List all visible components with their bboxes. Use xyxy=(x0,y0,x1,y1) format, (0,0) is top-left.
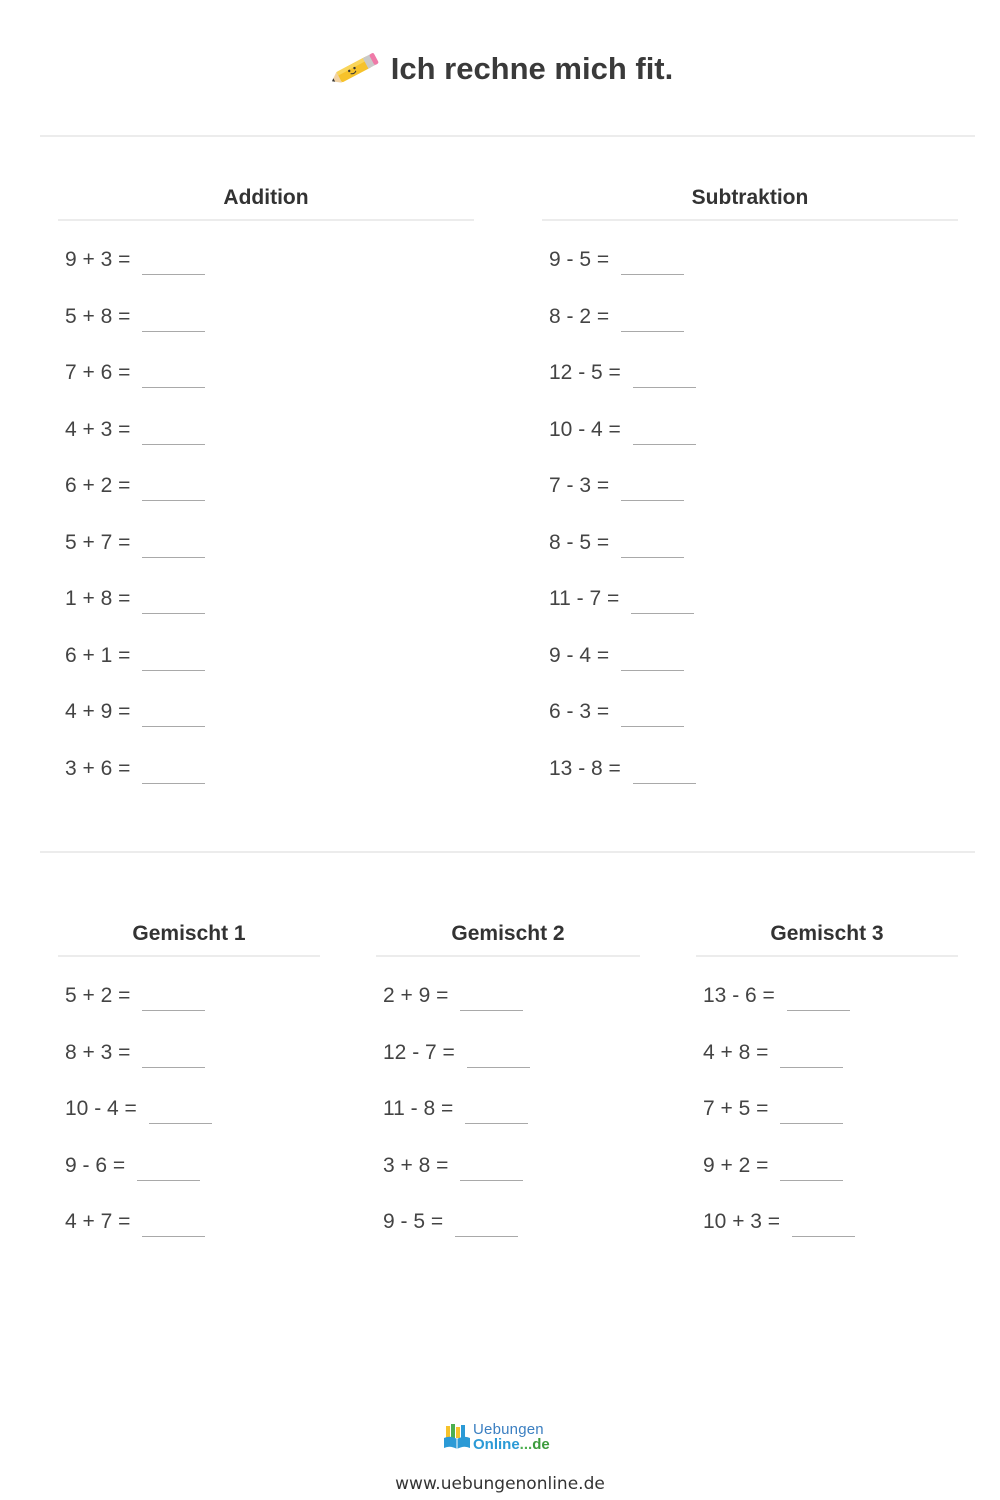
task-expression: 1 + 8 = xyxy=(65,587,131,611)
task-list xyxy=(58,232,474,797)
task-expression: 12 - 7 = xyxy=(383,1040,455,1064)
answer-blank[interactable] xyxy=(460,1159,523,1181)
section-heading: Subtraktion xyxy=(542,177,958,221)
task-row xyxy=(549,402,958,459)
answer-blank[interactable] xyxy=(149,1102,212,1124)
answer-blank[interactable] xyxy=(780,1102,843,1124)
task-row xyxy=(703,1138,958,1195)
task-expression: 12 - 5 = xyxy=(549,361,621,385)
section-subtraktion xyxy=(542,177,958,797)
answer-blank[interactable] xyxy=(142,649,205,671)
answer-blank[interactable] xyxy=(142,310,205,332)
task-row xyxy=(65,232,474,289)
task-expression: 11 - 8 = xyxy=(383,1097,454,1121)
task-expression: 6 + 2 = xyxy=(65,474,131,498)
task-row xyxy=(549,628,958,685)
answer-blank[interactable] xyxy=(142,253,205,275)
section-heading: Gemischt 3 xyxy=(696,913,958,957)
section-gemischt-3 xyxy=(696,913,958,1251)
section-gemischt-2 xyxy=(376,913,640,1251)
answer-blank[interactable] xyxy=(633,366,696,388)
task-list xyxy=(696,968,958,1251)
task-expression: 2 + 9 = xyxy=(383,984,449,1008)
answer-blank[interactable] xyxy=(621,649,684,671)
task-row xyxy=(65,628,474,685)
task-expression: 9 - 6 = xyxy=(65,1153,126,1177)
task-row xyxy=(549,684,958,741)
task-row xyxy=(549,232,958,289)
footer-url: www.uebungenonline.de xyxy=(395,1474,605,1494)
task-row xyxy=(65,684,474,741)
answer-blank[interactable] xyxy=(633,762,696,784)
task-expression: 5 + 8 = xyxy=(65,304,131,328)
task-row xyxy=(65,741,474,798)
task-expression: 8 - 2 = xyxy=(549,304,610,328)
task-expression: 4 + 3 = xyxy=(65,417,131,441)
answer-blank[interactable] xyxy=(621,310,684,332)
task-row xyxy=(549,289,958,346)
answer-blank[interactable] xyxy=(633,423,696,445)
answer-blank[interactable] xyxy=(142,592,205,614)
site-logo xyxy=(443,1418,559,1456)
task-row xyxy=(383,1081,640,1138)
answer-blank[interactable] xyxy=(787,989,850,1011)
divider-middle xyxy=(40,851,975,853)
task-list xyxy=(542,232,958,797)
page-title-text: Ich rechne mich fit. xyxy=(390,51,674,86)
task-row xyxy=(65,1138,320,1195)
section-heading: Gemischt 1 xyxy=(58,913,320,957)
task-expression: 6 - 3 = xyxy=(549,700,610,724)
task-row xyxy=(65,515,474,572)
task-row xyxy=(65,402,474,459)
section-heading: Addition xyxy=(58,177,474,221)
task-row xyxy=(65,968,320,1025)
task-row xyxy=(383,968,640,1025)
task-row xyxy=(65,1081,320,1138)
task-expression: 9 - 5 = xyxy=(549,248,610,272)
task-expression: 8 - 5 = xyxy=(549,530,610,554)
task-row xyxy=(383,1194,640,1251)
task-expression: 7 - 3 = xyxy=(549,474,610,498)
task-row xyxy=(703,968,958,1025)
task-expression: 10 - 4 = xyxy=(65,1097,137,1121)
answer-blank[interactable] xyxy=(142,423,205,445)
task-expression: 11 - 7 = xyxy=(549,587,620,611)
task-expression: 3 + 6 = xyxy=(65,756,131,780)
task-row xyxy=(65,289,474,346)
task-row xyxy=(383,1025,640,1082)
task-expression: 9 + 2 = xyxy=(703,1153,769,1177)
answer-blank[interactable] xyxy=(142,989,205,1011)
task-expression: 3 + 8 = xyxy=(383,1153,449,1177)
book-logo-icon xyxy=(443,1422,471,1452)
task-row xyxy=(65,571,474,628)
task-expression: 13 - 8 = xyxy=(549,756,621,780)
task-list xyxy=(58,968,320,1251)
task-expression: 8 + 3 = xyxy=(65,1040,131,1064)
task-expression: 9 + 3 = xyxy=(65,248,131,272)
answer-blank[interactable] xyxy=(780,1159,843,1181)
task-expression: 4 + 8 = xyxy=(703,1040,769,1064)
task-row xyxy=(65,1025,320,1082)
answer-blank[interactable] xyxy=(465,1102,528,1124)
task-row xyxy=(549,458,958,515)
divider-top xyxy=(40,135,975,137)
answer-blank[interactable] xyxy=(142,1215,205,1237)
answer-blank[interactable] xyxy=(460,989,523,1011)
answer-blank[interactable] xyxy=(142,705,205,727)
task-expression: 10 - 4 = xyxy=(549,417,621,441)
section-addition xyxy=(58,177,474,797)
task-expression: 7 + 5 = xyxy=(703,1097,769,1121)
answer-blank[interactable] xyxy=(631,592,694,614)
answer-blank[interactable] xyxy=(621,536,684,558)
answer-blank[interactable] xyxy=(467,1046,530,1068)
task-expression: 6 + 1 = xyxy=(65,643,131,667)
task-expression: 9 - 5 = xyxy=(383,1210,444,1234)
answer-blank[interactable] xyxy=(142,479,205,501)
logo-text-bottom: Online...de xyxy=(473,1436,550,1453)
answer-blank[interactable] xyxy=(780,1046,843,1068)
answer-blank[interactable] xyxy=(142,536,205,558)
task-row xyxy=(703,1025,958,1082)
task-row xyxy=(549,741,958,798)
logo-text-top: Uebungen xyxy=(473,1421,544,1438)
task-expression: 13 - 6 = xyxy=(703,984,775,1008)
task-expression: 4 + 7 = xyxy=(65,1210,131,1234)
task-expression: 7 + 6 = xyxy=(65,361,131,385)
task-row xyxy=(65,345,474,402)
answer-blank[interactable] xyxy=(142,762,205,784)
task-row xyxy=(549,345,958,402)
task-expression: 5 + 2 = xyxy=(65,984,131,1008)
task-row xyxy=(549,515,958,572)
answer-blank[interactable] xyxy=(621,705,684,727)
task-expression: 9 - 4 = xyxy=(549,643,610,667)
task-row xyxy=(383,1138,640,1195)
task-row xyxy=(65,1194,320,1251)
task-expression: 5 + 7 = xyxy=(65,530,131,554)
section-heading: Gemischt 2 xyxy=(376,913,640,957)
task-row xyxy=(549,571,958,628)
page-title xyxy=(0,44,1000,94)
answer-blank[interactable] xyxy=(621,253,684,275)
answer-blank[interactable] xyxy=(621,479,684,501)
task-row xyxy=(703,1081,958,1138)
task-list xyxy=(376,968,640,1251)
answer-blank[interactable] xyxy=(792,1215,855,1237)
section-gemischt-1 xyxy=(58,913,320,1251)
pencil-icon xyxy=(327,49,383,89)
answer-blank[interactable] xyxy=(142,1046,205,1068)
task-row xyxy=(703,1194,958,1251)
answer-blank[interactable] xyxy=(142,366,205,388)
answer-blank[interactable] xyxy=(455,1215,518,1237)
answer-blank[interactable] xyxy=(137,1159,200,1181)
task-expression: 4 + 9 = xyxy=(65,700,131,724)
task-row xyxy=(65,458,474,515)
task-expression: 10 + 3 = xyxy=(703,1210,781,1234)
